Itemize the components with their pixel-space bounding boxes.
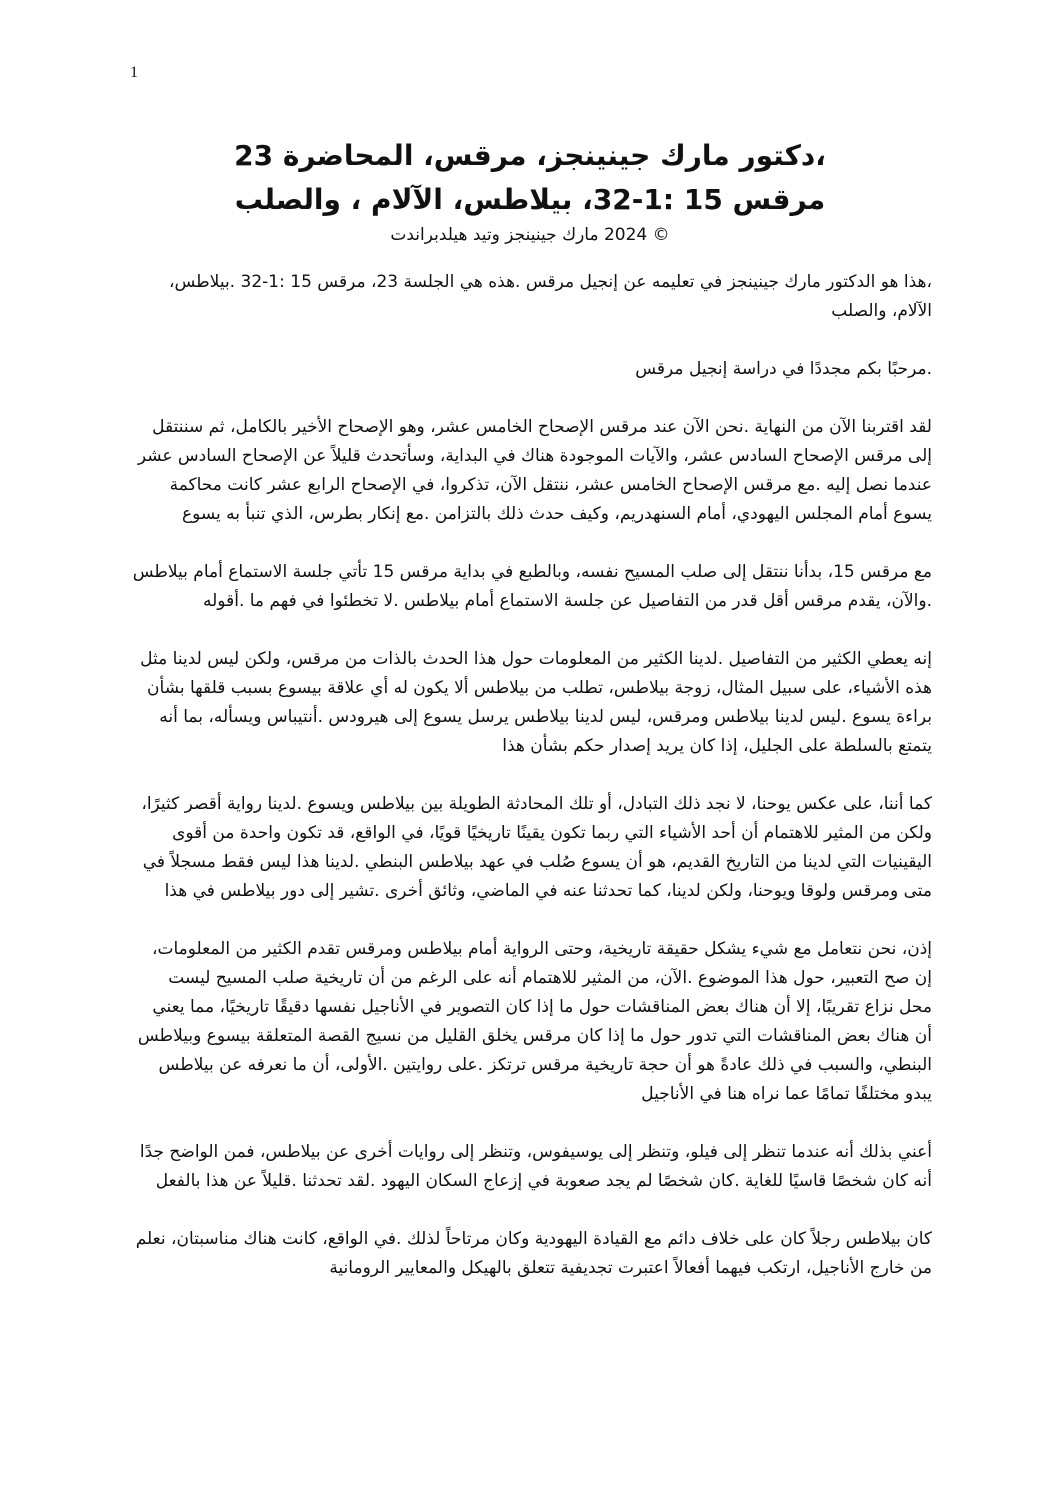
paragraph: أعني بذلك أنه عندما تنظر إلى فيلو، وتنظر إلى يوسيفوس، وتنظر إلى روايات أخرى عن بيلاطس، فمن الواضح جدًا أنه كان شخصًا قاسيًا للغاية .كان شخصًا لم يجد صعوبة في إزعاج السكان اليهود .لقد تحدثنا .قليلاً عن هذا بالفعل: [139, 1142, 932, 1191]
page-title: ،دكتور مارك جينينجز، مرقس، المحاضرة 23: [234, 139, 826, 172]
page-number: 1: [130, 64, 138, 81]
copyright-line: © 2024 مارك جينينجز وتيد هيلدبراندت: [390, 225, 670, 245]
body-text: [132, 268, 932, 1312]
paragraph: إذن، نحن نتعامل مع شيء يشكل حقيقة تاريخية، وحتى الرواية أمام بيلاطس ومرقس تقدم الكثير من المعلومات، إن صح التعبير، حول هذا الموضوع .الآن، من المثير للاهتمام أنه على الرغم من أن تاريخية صلب المسيح ليست محل نزاع تقريبًا، إلا أن هناك بعض المناقشات حول ما إذا كان التصوير في الأناجيل نفسها دقيقًا تاريخيًا، مما يعني أن هناك بعض المناقشات التي تدور حول ما إذا كان مرقس يخلق القليل من نسيج القصة المتعلقة بيسوع وبيلاطس البنطي، والسبب في ذلك عادةً هو أن حجة تاريخية مرقس ترتكز .على روايتين .الأولى، أن ما نعرفه عن بيلاطس يبدو مختلفًا تمامًا عما نراه هنا في الأناجيل: [137, 939, 932, 1104]
paragraph: .مرحبًا بكم مجددًا في دراسة إنجيل مرقس: [635, 359, 932, 379]
paragraph: إنه يعطي الكثير من التفاصيل .لدينا الكثير من المعلومات حول هذا الحدث بالذات من مرقس، ولكن ليس لدينا مثل هذه الأشياء، على سبيل المثال، زوجة بيلاطس، تطلب من بيلاطس ألا يكون له أي علاقة بيسوع بسبب قلقها بشأن براءة يسوع .ليس لدينا بيلاطس ومرقس، ليس لدينا بيلاطس يرسل يسوع إلى هيرودس .أنتيباس ويسأله، بما أنه يتمتع بالسلطة على الجليل، إذا كان يريد إصدار حكم بشأن هذا: [140, 649, 932, 756]
paragraph: كان بيلاطس رجلاً كان على خلاف دائم مع القيادة اليهودية وكان مرتاحاً لذلك .في الواقع، كانت هناك مناسبتان، نعلم من خارج الأناجيل، ارتكب فيهما أفعالاً اعتبرت تجديفية تتعلق بالهيكل والمعايير الرومانية: [135, 1229, 932, 1278]
title-block: [130, 134, 930, 248]
paragraph: ،هذا هو الدكتور مارك جينينجز في تعليمه عن إنجيل مرقس .هذه هي الجلسة 23، مرقس 15 :1-32 .بيلاطس، الآلام، والصلب: [168, 272, 932, 321]
paragraph: مع مرقس 15، بدأنا ننتقل إلى صلب المسيح نفسه، وبالطبع في بداية مرقس 15 تأتي جلسة الاستماع أمام بيلاطس .والآن، يقدم مرقس أقل قدر من التفاصيل عن جلسة الاستماع أمام بيلاطس .لا تخطئوا في فهم ما .أقوله: [132, 562, 932, 611]
page-subtitle: مرقس 15 :1-32، بيلاطس، الآلام ، والصلب: [234, 183, 826, 216]
paragraph: كما أننا، على عكس يوحنا، لا نجد ذلك التبادل، أو تلك المحادثة الطويلة بين بيلاطس ويسوع .لدينا رواية أقصر كثيرًا، ولكن من المثير للاهتمام أن أحد الأشياء التي ربما تكون يقينًا تاريخيًا قويًا، في الواقع، قد تكون واحدة من أقوى اليقينيات التي لدينا من التاريخ القديم، هو أن يسوع صُلب في عهد بيلاطس البنطي .لدينا هذا ليس فقط مسجلاً في متى ومرقس ولوقا ويوحنا، ولكن لدينا، كما تحدثنا عنه في الماضي، وثائق أخرى .تشير إلى دور بيلاطس في هذا: [141, 794, 932, 901]
paragraph: لقد اقتربنا الآن من النهاية .نحن الآن عند مرقس الإصحاح الخامس عشر، وهو الإصحاح الأخير بالكامل، ثم سننتقل إلى مرقس الإصحاح السادس عشر، والآيات الموجودة هناك في البداية، وسأتحدث قليلاً عن الإصحاح السادس عشر عندما نصل إليه .مع مرقس الإصحاح الخامس عشر، ننتقل الآن، تذكروا، في الإصحاح الرابع عشر كانت محاكمة يسوع أمام المجلس اليهودي، أمام السنهدريم، وكيف حدث ذلك بالتزامن .مع إنكار بطرس، الذي تنبأ به يسوع: [137, 417, 932, 524]
